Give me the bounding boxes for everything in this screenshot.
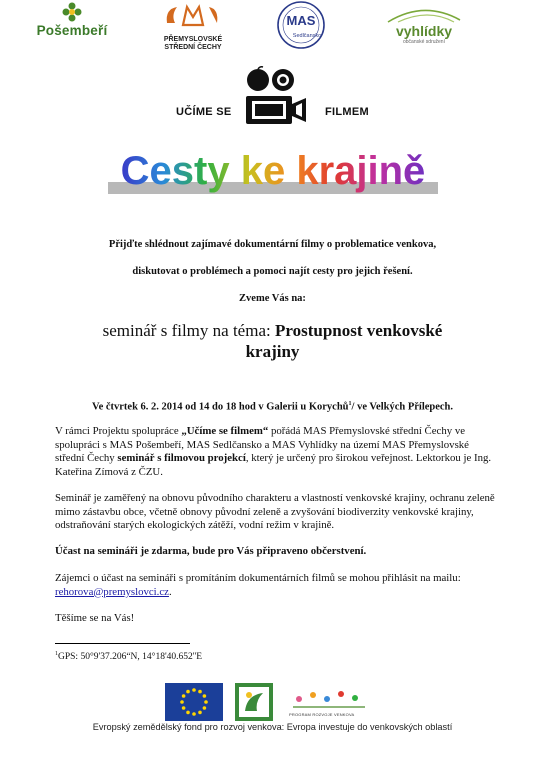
vyhlidky-logo (384, 4, 464, 45)
premyslovske-logo (153, 1, 233, 52)
project-logo-left-text: UČÍME SE (176, 106, 232, 118)
funding-logos (0, 683, 545, 721)
posemberi-logo-text: Pošembeří (36, 23, 108, 38)
premyslovske-logo-line2: STŘEDNÍ ČECHY (164, 44, 222, 51)
eu-flag-icon (165, 683, 223, 721)
registration-end: . (168, 585, 172, 598)
headline-text: Cesty ke krajině (120, 149, 426, 193)
seminar-prefix: seminář s filmy na téma: (102, 321, 275, 340)
paragraph-registration (55, 572, 495, 599)
leader-logo (235, 683, 273, 721)
registration-text: Zájemci o účast na semináři s promítáním dokumentárních filmů se mohou přihlásit na mailu: (55, 572, 461, 584)
email-link[interactable]: rehorova@premyslovci.cz (55, 585, 169, 598)
vyhlidky-logo-text: vyhlídky (395, 23, 453, 39)
mas-sedlcansko-logo (276, 0, 326, 50)
event-datetime (0, 401, 545, 413)
funding-statement: Evropský zemědělský fond pro rozvoj venkova: Evropa investuje do venkovských oblastí (92, 722, 453, 732)
prv-logo-text: PROGRAM ROZVOJE VENKOVA (289, 712, 355, 717)
ucime-se-filmem-logo (170, 66, 380, 130)
headline-logo (108, 146, 438, 198)
prv-logo (285, 683, 373, 721)
invitation-line-3: Zveme Vás na: (239, 293, 306, 304)
paragraph-closing: Těšíme se na Vás! (55, 612, 135, 624)
p1-text-c: pořádá MAS Přemyslovské střední Čechy ve spolupráci s MAS Pošembeří, MAS Sedlčansko a MAS Vyhlídky na území MAS Přemyslovské střední Čechy (55, 425, 469, 465)
premyslovske-logo-line1: PŘEMYSLOVSKÉ (163, 36, 223, 43)
seminar-title (0, 320, 545, 362)
paragraph-project (55, 425, 495, 479)
p1-seminar-type: seminář s filmovou projekcí (117, 452, 246, 465)
footnote-number: 1 (55, 651, 58, 657)
invitation-line-1: Přijďte shlédnout zajímavé dokumentární filmy o problematice venkova, (108, 239, 437, 250)
seminar-theme: Prostupnost venkovské krajiny (245, 321, 443, 361)
posemberi-logo (28, 2, 116, 38)
vyhlidky-logo-subtext: občanské sdružení (403, 39, 445, 45)
footnote-divider (55, 643, 190, 644)
footnote-text: GPS: 50°9'37.206“N, 14°18'40.652''E (58, 652, 203, 663)
paragraph-focus: Seminář je zaměřený na obnovu původního charakteru a vlastností venkovské krajiny, ochranu zeleně mimo zástavbu obce, včetně obnovy původní zeleně a zvyšování biodiverzity venkovské krajiny, odstraňování starých ekologických zátěží, vodní režim v krajině. (55, 492, 495, 532)
project-logo-right-text: FILMEM (325, 106, 369, 118)
datetime-suffix: / ve Velkých Přílepech. (351, 401, 454, 413)
film-camera-icon (170, 66, 380, 130)
mas-logo-text: MAS (286, 13, 316, 28)
p1-text-e: , který je určený pro širokou veřejnost. Lektorkou je Ing. Kateřina Zímová z ČZU. (55, 452, 492, 478)
mas-logo-subtext: Sedlčansko (292, 33, 322, 39)
crown-icon (153, 1, 233, 29)
flower-icon (62, 2, 82, 22)
invitation-line-2: diskutovat o problémech a pomoci najít cesty pro jejich řešení. (132, 266, 413, 277)
partner-logos (0, 0, 545, 58)
datetime-text: Ve čtvrtek 6. 2. 2014 od 14 do 18 hod v Galerii u Korychů (91, 401, 349, 413)
footnote (55, 651, 202, 662)
footnote-marker: 1 (348, 401, 352, 407)
flowers-icon (285, 683, 373, 711)
paragraph-free-entry: Účast na semináři je zdarma, bude pro Vás připraveno občerstvení. (55, 545, 367, 557)
p1-text-a: V rámci Projektu spolupráce (55, 425, 182, 437)
p1-project-name: „Učíme se filmem“ (181, 425, 269, 437)
